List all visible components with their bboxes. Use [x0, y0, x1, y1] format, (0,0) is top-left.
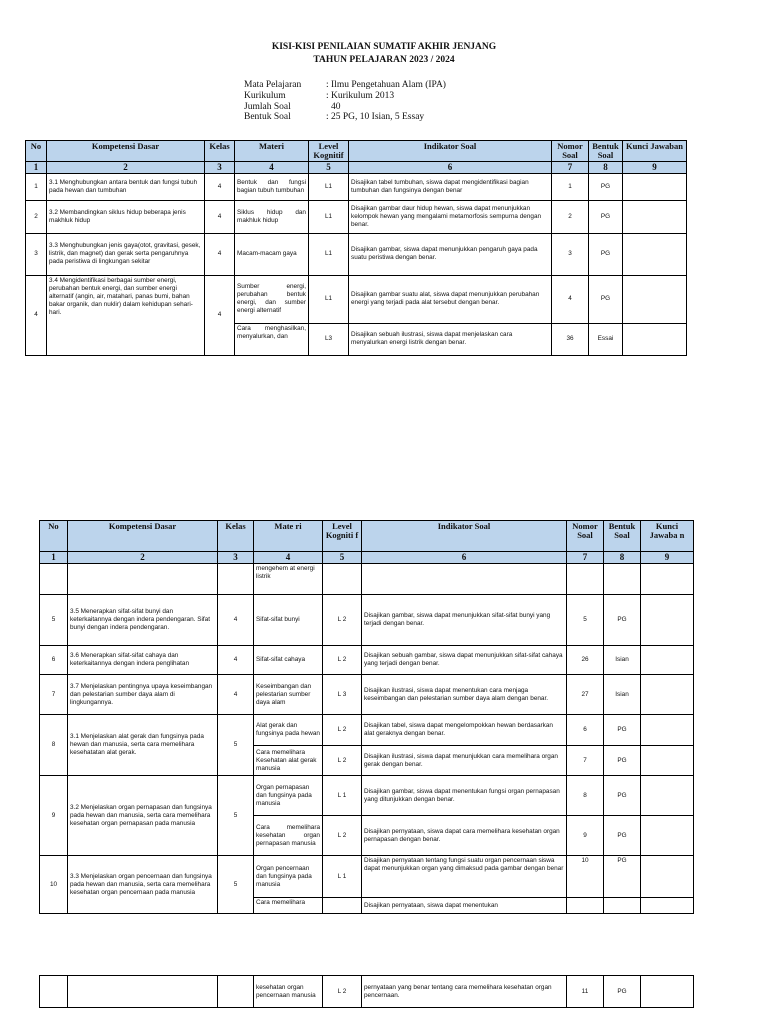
- cell-question-number: 3: [552, 233, 589, 275]
- column-number: 9: [623, 161, 687, 173]
- cell-answer-key: [641, 595, 694, 646]
- table-row: [26, 200, 687, 233]
- cell-question-number: 6: [567, 715, 604, 746]
- cell-indicator: Disajikan ilustrasi, siswa dapat menentukan cara menjaga keseimbangan dan pelestarian sumber daya alam dengan benar.: [362, 675, 567, 715]
- cell-level: L 3: [323, 675, 362, 715]
- cell-indicator: Disajikan gambar, siswa dapat menunjukkan pengaruh gaya pada suatu peristiwa dengan benar.: [349, 233, 552, 275]
- cell-question-type: PG: [604, 856, 641, 898]
- cell-level: L1: [309, 275, 349, 323]
- cell-competency: 3.2 Membandingkan siklus hidup beberapa jenis makhluk hidup: [47, 200, 205, 233]
- cell-no: 5: [40, 595, 68, 646]
- cell-question-type: [604, 564, 641, 595]
- cell-question-number: 1: [552, 173, 589, 200]
- table-row: [40, 976, 694, 1008]
- cell-competency: [68, 976, 218, 1008]
- cell-no: 6: [40, 646, 68, 675]
- column-number: 6: [349, 161, 552, 173]
- cell-material: Alat gerak dan fungsinya pada hewan: [254, 715, 323, 746]
- cell-answer-key: [641, 898, 694, 914]
- header-no: No: [26, 141, 47, 162]
- column-number: 6: [362, 552, 567, 564]
- cell-question-type: PG: [604, 816, 641, 856]
- header-grade: Kelas: [218, 521, 254, 552]
- cell-answer-key: [641, 856, 694, 898]
- cell-indicator: Disajikan tabel, siswa dapat mengelompokkan hewan berdasarkan alat geraknya dengan benar.: [362, 715, 567, 746]
- document-title: KISI-KISI PENILAIAN SUMATIF AKHIR JENJANG: [271, 42, 497, 52]
- cell-level: L 2: [323, 746, 362, 776]
- cell-material: Cara memelihara Kesehatan alat gerak manusia: [254, 746, 323, 776]
- cell-material: kesehatan organ pencernaan manusia: [254, 976, 323, 1008]
- table-row: [26, 233, 687, 275]
- cell-competency: 3.2 Menjelaskan organ pernapasan dan fungsinya pada hewan dan manusia, serta cara memelihara kesehatan organ pernapasan pada manusia: [68, 776, 218, 856]
- cell-level: L1: [309, 173, 349, 200]
- column-number: 1: [40, 552, 68, 564]
- meta-label-question-count: Jumlah Soal: [244, 102, 291, 112]
- header-answer-key: Kunci Jawaban: [623, 141, 687, 162]
- cell-material: Sifat-sifat bunyi: [254, 595, 323, 646]
- table-row: [40, 776, 694, 816]
- cell-indicator: [362, 564, 567, 595]
- cell-question-number: [567, 898, 604, 914]
- cell-question-type: PG: [604, 776, 641, 816]
- table-row: [26, 275, 687, 323]
- column-number: 5: [309, 161, 349, 173]
- cell-indicator: Disajikan tabel tumbuhan, siswa dapat mengidentifikasi bagian tumbuhan dan fungsinya dengan benar: [349, 173, 552, 200]
- table-row: [40, 715, 694, 746]
- cell-question-type: PG: [604, 595, 641, 646]
- meta-label-question-format: Bentuk Soal: [244, 112, 291, 122]
- table-row: [40, 856, 694, 898]
- cell-competency: 3.7 Menjelaskan pentingnya upaya keseimbangan dan pelestarian sumber daya alam di lingkungannya.: [68, 675, 218, 715]
- cell-question-number: 36: [552, 323, 589, 355]
- cell-no: 1: [26, 173, 47, 200]
- grid-table-3: [39, 975, 694, 1008]
- header-question-type: Bentuk Soal: [589, 141, 623, 162]
- cell-answer-key: [641, 776, 694, 816]
- cell-answer-key: [623, 323, 687, 355]
- cell-question-type: PG: [604, 746, 641, 776]
- cell-answer-key: [623, 233, 687, 275]
- cell-indicator: Disajikan pernyataan tentang fungsi suatu organ pencernaan siswa dapat menunjukkan organ yang dimaksud pada gambar dengan benar: [362, 856, 567, 898]
- meta-value-curriculum: : Kurikulum 2013: [326, 91, 395, 101]
- cell-no: 4: [26, 275, 47, 355]
- column-number: 2: [68, 552, 218, 564]
- cell-answer-key: [641, 746, 694, 776]
- header-cognitive-level: Level Kogniti f: [323, 521, 362, 552]
- cell-question-type: PG: [589, 200, 623, 233]
- table-row: [40, 564, 694, 595]
- cell-grade: 4: [205, 200, 235, 233]
- cell-level: L 2: [323, 816, 362, 856]
- cell-answer-key: [641, 976, 694, 1008]
- cell-answer-key: [641, 715, 694, 746]
- cell-indicator: pernyataan yang benar tentang cara memelihara kesehatan organ pencernaan.: [362, 976, 567, 1008]
- cell-level: L 2: [323, 976, 362, 1008]
- cell-question-number: 26: [567, 646, 604, 675]
- table-row: [26, 173, 687, 200]
- cell-question-number: 10: [567, 856, 604, 898]
- cell-answer-key: [641, 675, 694, 715]
- cell-competency: 3.3 Menghubungkan jenis gaya(otot, gravitasi, gesek, listrik, dan magnet) dan gerak serta pengaruhnya pada peristiwa di lingkungan sekitar: [47, 233, 205, 275]
- cell-level: L 2: [323, 646, 362, 675]
- cell-question-number: 4: [552, 275, 589, 323]
- cell-indicator: Disajikan pernyataan, siswa dapat menentukan: [362, 898, 567, 914]
- cell-competency: [68, 564, 218, 595]
- cell-answer-key: [641, 646, 694, 675]
- cell-grade: 5: [218, 776, 254, 856]
- header-grade: Kelas: [205, 141, 235, 162]
- cell-question-type: Isian: [604, 646, 641, 675]
- column-number-row: [40, 552, 694, 564]
- cell-question-number: 27: [567, 675, 604, 715]
- table-row: [40, 595, 694, 646]
- table-header-row: [40, 521, 694, 552]
- cell-material: Sumber energi, perubahan bentuk energi, dan sumber energi alternatif: [235, 275, 309, 323]
- column-number: 3: [205, 161, 235, 173]
- grid-table-2: [39, 520, 694, 914]
- meta-value-subject: : Ilmu Pengetahuan Alam (IPA): [326, 80, 446, 90]
- cell-material: Siklus hidup dan makhluk hidup: [235, 200, 309, 233]
- cell-material: Cara memelihara kesehatan organ pernapasan manusia: [254, 816, 323, 856]
- header-material: Mate ri: [254, 521, 323, 552]
- cell-grade: 4: [218, 595, 254, 646]
- cell-question-type: Isian: [604, 675, 641, 715]
- cell-level: L3: [309, 323, 349, 355]
- cell-answer-key: [623, 200, 687, 233]
- cell-level: [323, 898, 362, 914]
- table-row: [40, 675, 694, 715]
- cell-indicator: Disajikan gambar, siswa dapat menentukan fungsi organ pernapasan yang ditunjukkan dengan benar.: [362, 776, 567, 816]
- meta-value-question-count: 40: [331, 102, 341, 112]
- document-subtitle: TAHUN PELAJARAN 2023 / 2024: [313, 55, 455, 65]
- cell-question-type: PG: [604, 715, 641, 746]
- header-question-type: Bentuk Soal: [604, 521, 641, 552]
- cell-question-type: Essai: [589, 323, 623, 355]
- cell-question-type: PG: [589, 275, 623, 323]
- table-header-row: [26, 141, 687, 162]
- table-row: [40, 646, 694, 675]
- cell-no: [40, 564, 68, 595]
- column-number: 9: [641, 552, 694, 564]
- column-number: 1: [26, 161, 47, 173]
- cell-answer-key: [641, 564, 694, 595]
- header-indicator: Indikator Soal: [362, 521, 567, 552]
- cell-question-type: [604, 898, 641, 914]
- cell-answer-key: [641, 816, 694, 856]
- cell-grade: 4: [205, 173, 235, 200]
- cell-no: 9: [40, 776, 68, 856]
- cell-competency: 3.5 Menerapkan sifat-sifat bunyi dan keterkaitannya dengan indera pendengaran. Sifat bunyi dengan indera pendengaran.: [68, 595, 218, 646]
- header-competency: Kompetensi Dasar: [47, 141, 205, 162]
- header-question-number: Nomor Soal: [567, 521, 604, 552]
- cell-material: Organ pernapasan dan fungsinya pada manusia: [254, 776, 323, 816]
- column-number: 3: [218, 552, 254, 564]
- cell-no: 2: [26, 200, 47, 233]
- cell-indicator: Disajikan ilustrasi, siswa dapat menunjukkan cara memelihara organ gerak dengan benar.: [362, 746, 567, 776]
- cell-grade: 4: [205, 233, 235, 275]
- column-number: 5: [323, 552, 362, 564]
- cell-level: L 1: [323, 776, 362, 816]
- cell-material: Organ pencernaan dan fungsinya pada manusia: [254, 856, 323, 898]
- column-number: 4: [235, 161, 309, 173]
- cell-indicator: Disajikan pernyataan, siswa dapat cara memelihara kesehatan organ pernapasan dengan benar.: [362, 816, 567, 856]
- meta-label-curriculum: Kurikulum: [244, 91, 286, 101]
- cell-competency: 3.1 Menjelaskan alat gerak dan fungsinya pada hewan dan manusia, serta cara memelihara kesehatatan alat gerak.: [68, 715, 218, 776]
- cell-material: Cara memelihara: [254, 898, 323, 914]
- column-number: 8: [604, 552, 641, 564]
- header-competency: Kompetensi Dasar: [68, 521, 218, 552]
- grid-table-1: [25, 140, 687, 356]
- cell-grade: 5: [218, 856, 254, 914]
- cell-material: Bentuk dan fungsi bagian tubuh tumbuhan: [235, 173, 309, 200]
- header-cognitive-level: Level Kognitif: [309, 141, 349, 162]
- header-question-number: Nomor Soal: [552, 141, 589, 162]
- cell-competency: 3.1 Menghubungkan antara bentuk dan fungsi tubuh pada hewan dan tumbuhan: [47, 173, 205, 200]
- cell-grade: 4: [218, 675, 254, 715]
- cell-competency: 3.4 Mengidentifikasi berbagai sumber energi, perubahan bentuk energi, dan sumber energi alternatif (angin, air, matahari, panas bumi, bahan bakar organik, dan nuklir) dalam kehidupan sehari-hari.: [47, 275, 205, 355]
- header-indicator: Indikator Soal: [349, 141, 552, 162]
- cell-grade: 4: [218, 646, 254, 675]
- cell-level: L 1: [323, 856, 362, 898]
- cell-answer-key: [623, 275, 687, 323]
- cell-grade: [218, 564, 254, 595]
- cell-competency: 3.3 Menjelaskan organ pencernaan dan fungsinya pada hewan dan manusia, serta cara memelihara kesehatan organ pencernaan pada manusia: [68, 856, 218, 914]
- cell-question-type: PG: [604, 976, 641, 1008]
- cell-question-type: PG: [589, 173, 623, 200]
- cell-question-number: [567, 564, 604, 595]
- cell-no: [40, 976, 68, 1008]
- cell-indicator: Disajikan gambar daur hidup hewan, siswa dapat menunjukkan kelompok hewan yang mengalami metamorfosis sempurna dengan benar.: [349, 200, 552, 233]
- cell-competency: 3.6 Menerapkan sifat-sifat cahaya dan keterkaitannya dengan indera penglihatan: [68, 646, 218, 675]
- cell-question-number: 2: [552, 200, 589, 233]
- cell-indicator: Disajikan sebuah ilustrasi, siswa dapat menjelaskan cara menyalurkan energi listrik dengan benar.: [349, 323, 552, 355]
- cell-level: L1: [309, 233, 349, 275]
- cell-level: L1: [309, 200, 349, 233]
- column-number: 4: [254, 552, 323, 564]
- meta-value-question-format: : 25 PG, 10 Isian, 5 Essay: [326, 112, 425, 122]
- column-number: 2: [47, 161, 205, 173]
- cell-no: 7: [40, 675, 68, 715]
- cell-no: 3: [26, 233, 47, 275]
- cell-grade: 5: [218, 715, 254, 776]
- column-number-row: [26, 161, 687, 173]
- cell-material: Sifat-sifat cahaya: [254, 646, 323, 675]
- cell-question-type: PG: [589, 233, 623, 275]
- cell-material: mengehem at energi listrik: [254, 564, 323, 595]
- cell-no: 8: [40, 715, 68, 776]
- cell-indicator: Disajikan sebuah gambar, siswa dapat menunjukkan sifat-sifat cahaya yang terjadi dengan benar.: [362, 646, 567, 675]
- cell-material: Macam-macam gaya: [235, 233, 309, 275]
- cell-answer-key: [623, 173, 687, 200]
- cell-level: [323, 564, 362, 595]
- cell-indicator: Disajikan gambar, siswa dapat menunjukkan sifat-sifat bunyi yang terjadi dengan benar.: [362, 595, 567, 646]
- cell-indicator: Disajikan gambar suatu alat, siswa dapat menunjukkan perubahan energi yang terjadi pada alat tersebut dengan benar.: [349, 275, 552, 323]
- cell-material: Cara menghasilkan, menyalurkan, dan: [235, 323, 309, 355]
- cell-level: L 2: [323, 715, 362, 746]
- cell-question-number: 8: [567, 776, 604, 816]
- cell-level: L 2: [323, 595, 362, 646]
- column-number: 7: [552, 161, 589, 173]
- cell-question-number: 11: [567, 976, 604, 1008]
- header-no: No: [40, 521, 68, 552]
- cell-material: Keseimbangan dan pelestarian sumber daya alam: [254, 675, 323, 715]
- cell-question-number: 5: [567, 595, 604, 646]
- meta-label-subject: Mata Pelajaran: [244, 80, 302, 90]
- header-material: Materi: [235, 141, 309, 162]
- cell-question-number: 9: [567, 816, 604, 856]
- column-number: 8: [589, 161, 623, 173]
- column-number: 7: [567, 552, 604, 564]
- cell-no: 10: [40, 856, 68, 914]
- cell-question-number: 7: [567, 746, 604, 776]
- cell-grade: 4: [205, 275, 235, 355]
- cell-grade: [218, 976, 254, 1008]
- header-answer-key: Kunci Jawaba n: [641, 521, 694, 552]
